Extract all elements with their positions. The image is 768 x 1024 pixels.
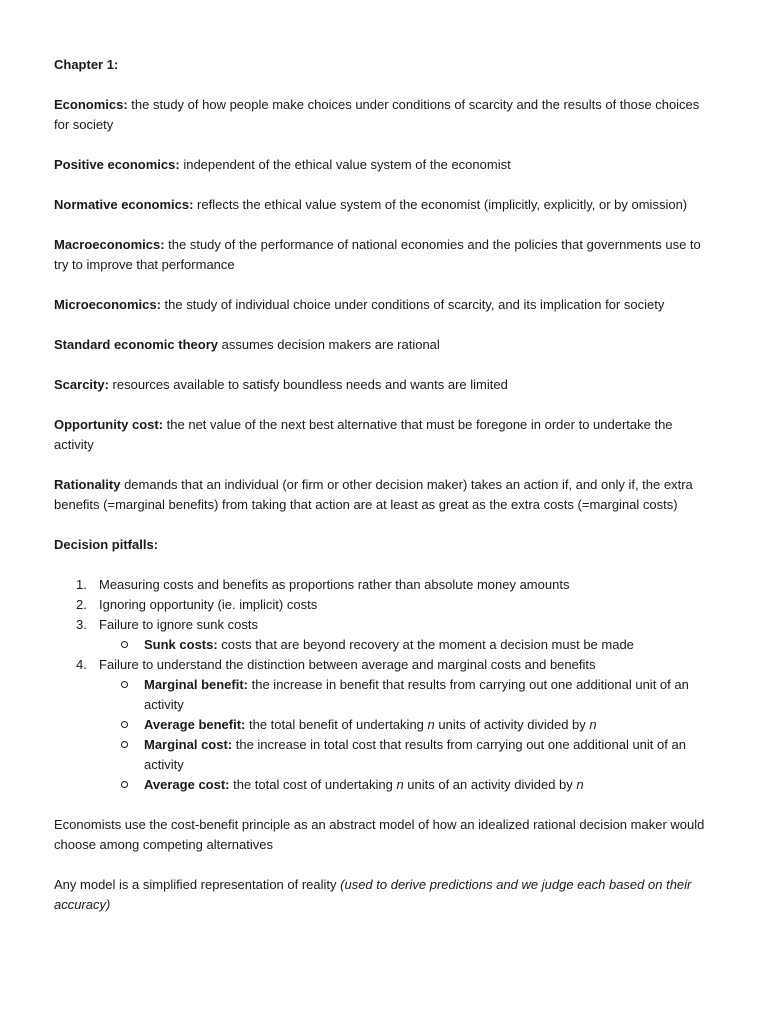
sub-list-item: Average cost: the total cost of undertaking n units of an activity divided by n [99,775,714,795]
hollow-circle-bullet-icon [121,681,128,688]
sub-list [99,675,714,795]
definition-microeconomics [54,295,714,315]
list-item-text: Ignoring opportunity (ie. implicit) costs [99,597,318,612]
term: Opportunity cost: [54,417,164,432]
definition-normative-economics [54,195,714,215]
definition-text: the net value of the next best alternative that must be foregone in order to undertake the activity [54,417,673,452]
list-item-text: Measuring costs and benefits as proportions rather than absolute money amounts [99,577,570,592]
definition-text: costs that are beyond recovery at the moment a decision must be made [217,637,634,652]
term: Standard economic theory [54,337,218,352]
definition-text: the study of how people make choices under conditions of scarcity and the results of those choices for society [54,97,700,132]
sub-list-item [99,675,714,715]
definition-text: the study of individual choice under conditions of scarcity, and its implication for society [160,297,665,312]
hollow-circle-bullet-icon [121,741,128,748]
sub-list-item [99,635,714,655]
list-item [54,655,714,795]
term: Average benefit: [144,717,246,732]
definition-scarcity [54,375,714,395]
list-number: 4. [76,657,87,672]
list-item-text: Failure to understand the distinction between average and marginal costs and benefits [99,657,596,672]
definition-rationality [54,475,714,515]
closing-paragraph-model: Any model is a simplified representation of reality (used to derive predictions and we judge each based on their accuracy) [54,877,692,912]
definition-positive-economics [54,155,714,175]
definition-opportunity-cost [54,415,714,455]
list-item [54,575,714,595]
list-item-text: Failure to ignore sunk costs [99,617,258,632]
closing-paragraph-cost-benefit: Economists use the cost-benefit principle as an abstract model of how an idealized rational decision maker would choose among competing alternatives [54,817,705,852]
term: Average cost: [144,777,230,792]
term: Sunk costs: [144,637,218,652]
definition-text: the increase in benefit that results from carrying out one additional unit of an activity [144,677,689,712]
definition-macroeconomics [54,235,714,275]
term: Positive economics: [54,157,180,172]
definition-text: resources available to satisfy boundless needs and wants are limited [108,377,508,392]
term: Marginal benefit: [144,677,249,692]
term: Rationality [54,477,121,492]
list-number: 1. [76,577,87,592]
term: Scarcity: [54,377,109,392]
term: Economics: [54,97,128,112]
hollow-circle-bullet-icon [121,641,128,648]
term: Marginal cost: [144,737,233,752]
definition-text: independent of the ethical value system of the economist [179,157,511,172]
chapter-title: Chapter 1: [54,57,119,72]
term: Microeconomics: [54,297,161,312]
term: Macroeconomics: [54,237,165,252]
sub-list [99,635,714,655]
sub-list-item [99,735,714,775]
definition-text: the increase in total cost that results from carrying out one additional unit of an activity [144,737,686,772]
definition-text: the study of the performance of national economies and the policies that governments use to try to improve that performance [54,237,701,272]
hollow-circle-bullet-icon [121,781,128,788]
definition-economics [54,95,714,135]
definition-text: reflects the ethical value system of the economist (implicitly, explicitly, or by omission) [193,197,688,212]
sub-list-item: Average benefit: the total benefit of undertaking n units of activity divided by n [99,715,714,735]
pitfalls-heading: Decision pitfalls: [54,537,159,552]
definition-text: demands that an individual (or firm or other decision maker) takes an action if, and only if, the extra benefits (=marginal benefits) from taking that action are at least as great as the extra costs (=marginal costs) [54,477,693,512]
term: Normative economics: [54,197,194,212]
list-number: 3. [76,617,87,632]
definition-standard-economic-theory [54,335,714,355]
pitfalls-list [54,575,714,795]
hollow-circle-bullet-icon [121,721,128,728]
definition-text: assumes decision makers are rational [217,337,440,352]
list-item [54,595,714,615]
list-item [54,615,714,655]
list-number: 2. [76,597,87,612]
